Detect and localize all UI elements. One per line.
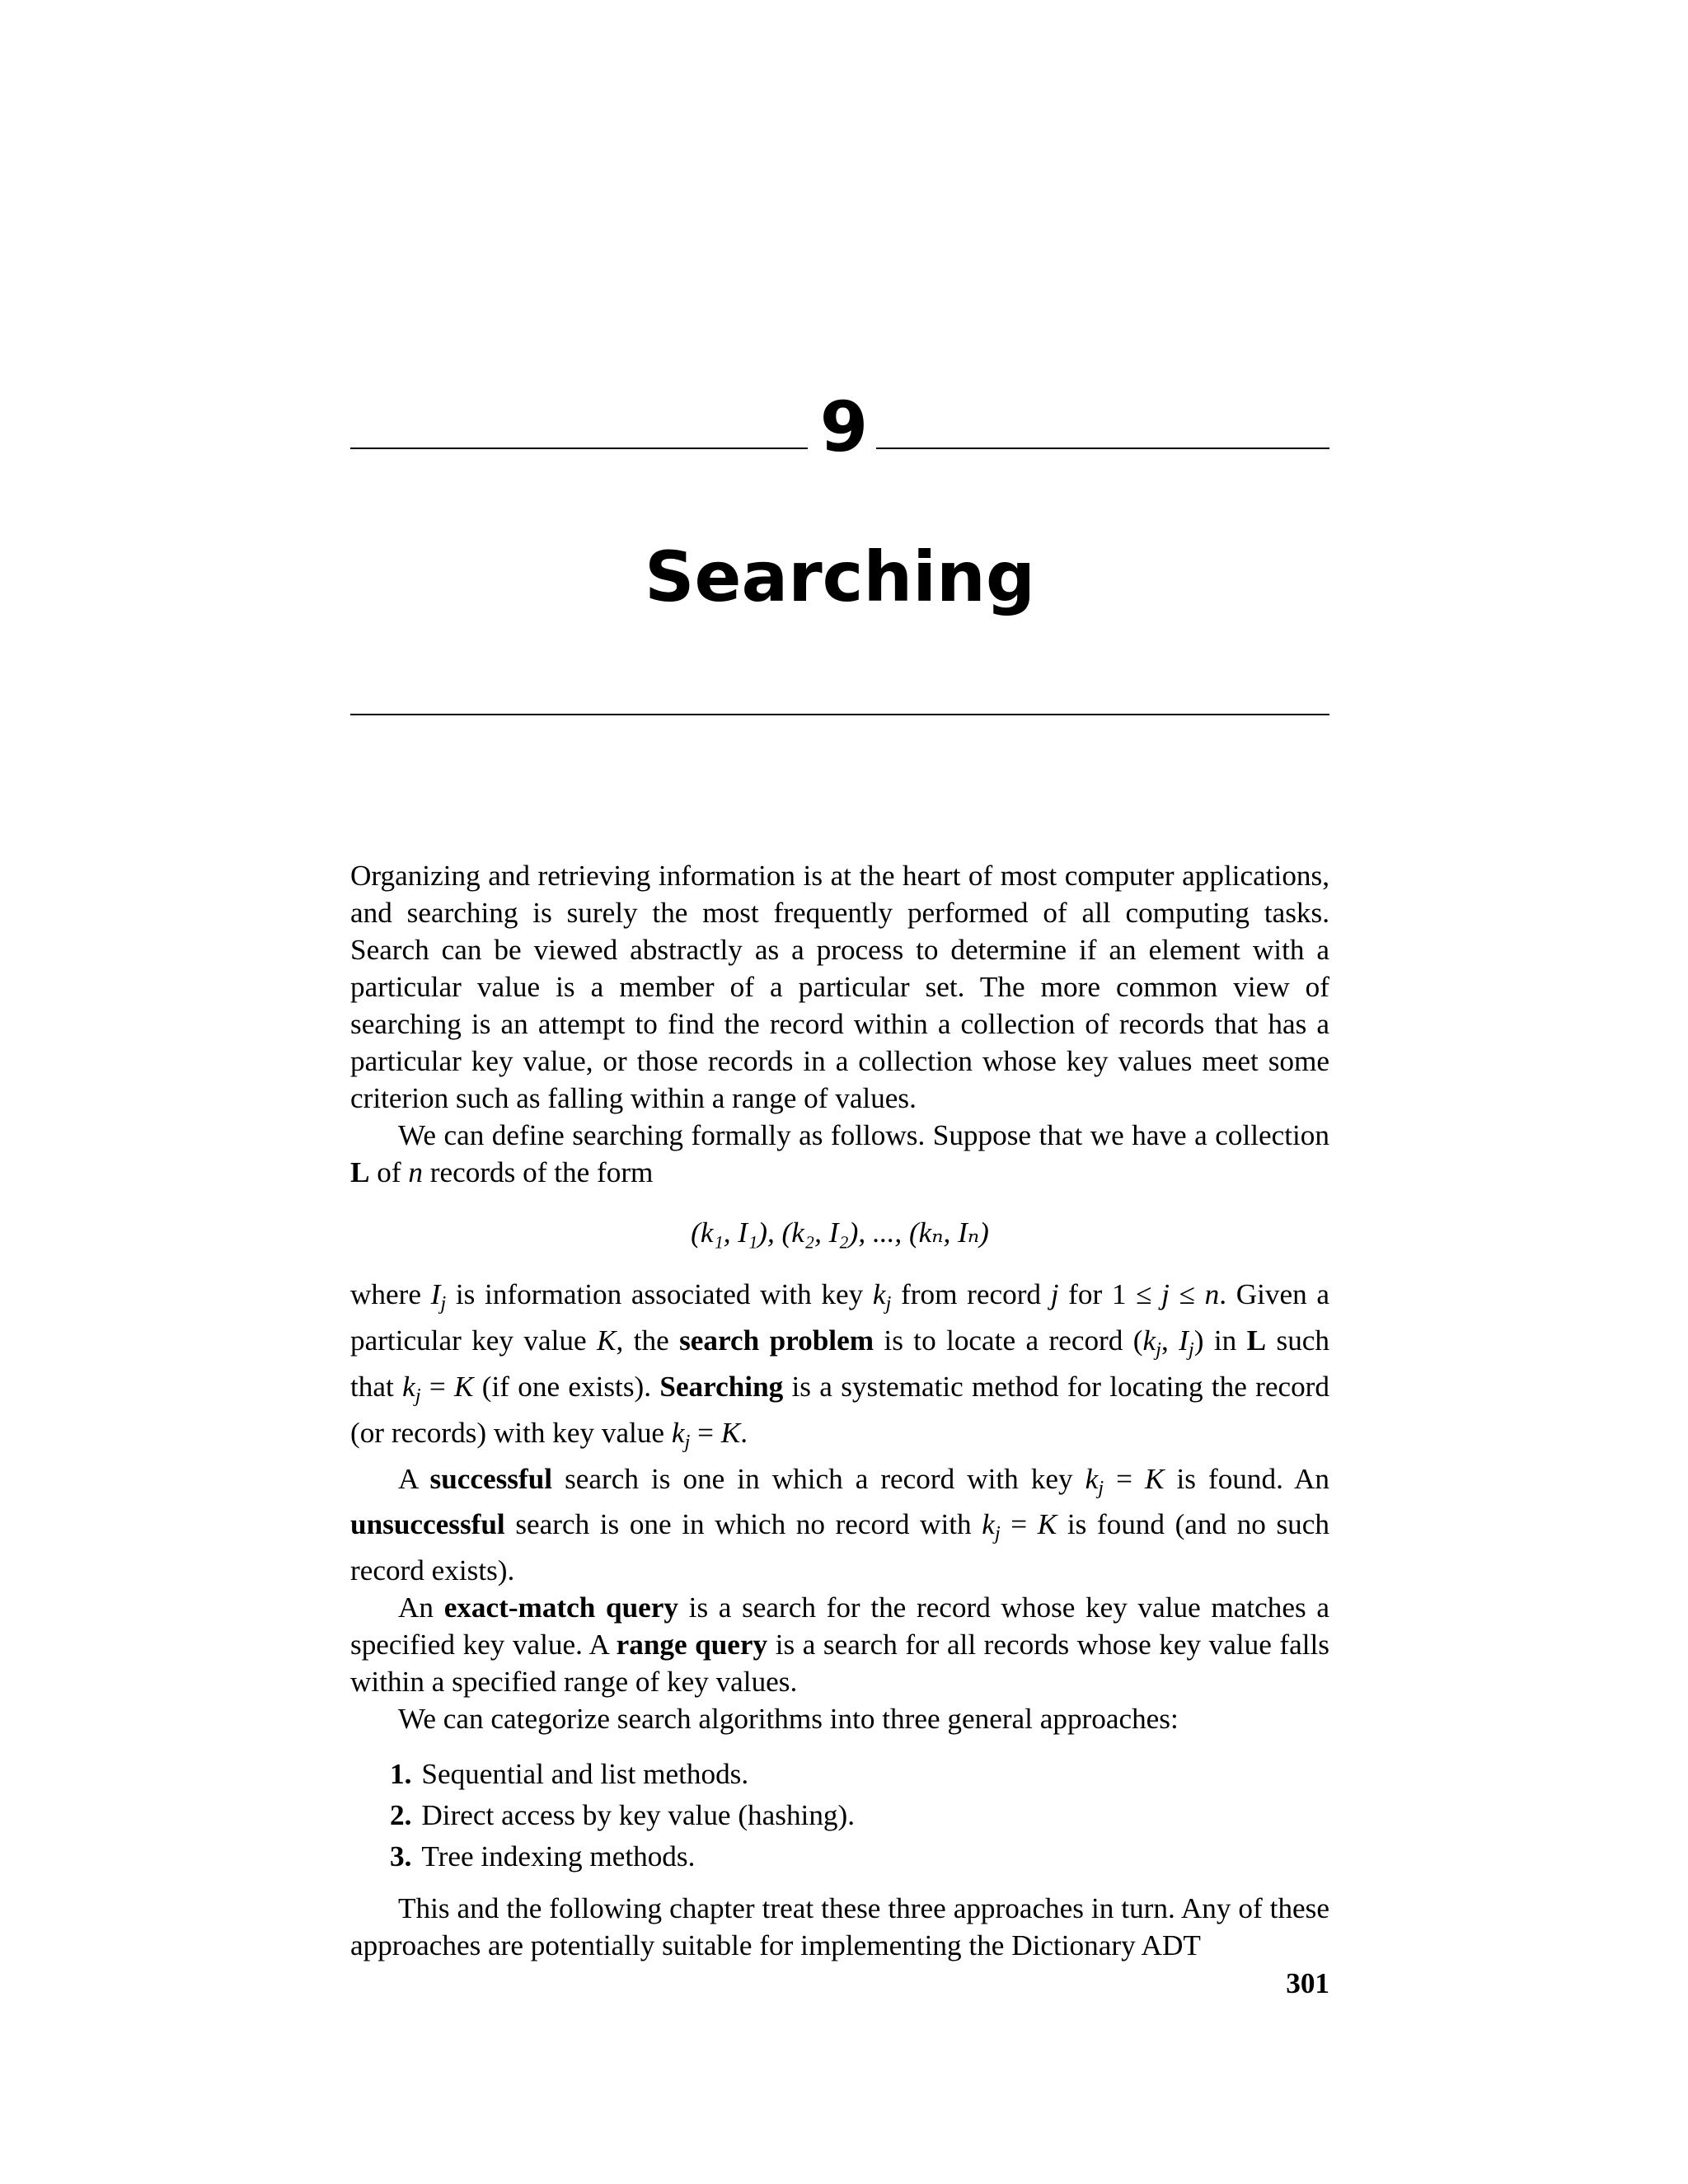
paragraph-successful: A successful search is one in which a record with key $k_j = K$ is found. An unsuccessful search is one in which no record with $k_j = K$ is found (and no such record exists).	[350, 1462, 1329, 1587]
paragraph-search-problem: where $I_j$ is information associated with key $k_j$ from record j for 1 ≤ j ≤ n. Given a particular key value K, the search problem is to locate a record ($k_j$, $I_j$) in L such that $k_j = K$ (if one exists). Searching is a systematic method for locating the record (or records) with key value $k_j = K$.	[350, 1278, 1330, 1453]
display-formula: (k₁, I₁), (k₂, I₂), ..., (kₙ, Iₙ)	[691, 1216, 989, 1249]
chapter-rule-left	[350, 448, 808, 449]
term-range-query: range query	[616, 1629, 768, 1661]
chapter-number: 9	[819, 387, 869, 467]
title-rule	[350, 714, 1329, 715]
paragraph-definition: We can define searching formally as follows. Suppose that we have a collection L of n records of the form	[350, 1119, 1329, 1188]
paragraph-closing: This and the following chapter treat these three approaches in turn. Any of these approaches are potentially suitable for implementing the Dictionary ADT	[350, 1892, 1329, 1962]
term-successful: successful	[429, 1462, 553, 1495]
list-item: 2. Direct access by key value (hashing).	[390, 1799, 856, 1832]
list-item: 1. Sequential and list methods.	[390, 1758, 749, 1791]
term-search-problem: search problem	[679, 1324, 874, 1357]
term-searching: Searching	[659, 1370, 784, 1403]
body-text	[350, 857, 1329, 1964]
approaches-list	[350, 1755, 1329, 1875]
paragraph-queries: An exact-match query is a search for the record whose key value matches a specified key value. A range query is a search for all records whose key value falls within a specified range of key values.	[350, 1591, 1329, 1699]
chapter-rule-right	[876, 448, 1329, 449]
page-number: 301	[1286, 1967, 1329, 1999]
paragraph-categorize: We can categorize search algorithms into three general approaches:	[398, 1703, 1179, 1736]
chapter-title: Searching	[645, 537, 1035, 617]
paragraph-intro: Organizing and retrieving information is at the heart of most computer applications, and searching is surely the most frequently performed of all computing tasks. Search can be viewed abstractly as a process to determine if an element with a particular value is a member of a particular set. The more common view of searching is an attempt to find the record within a collection of records that has a particular key value, or those records in a collection whose key values meet some criterion such as falling within a range of values.	[350, 860, 1329, 1114]
term-unsuccessful: unsuccessful	[350, 1508, 505, 1541]
term-exact-match-query: exact-match query	[443, 1591, 678, 1624]
list-item: 3. Tree indexing methods.	[390, 1840, 696, 1873]
